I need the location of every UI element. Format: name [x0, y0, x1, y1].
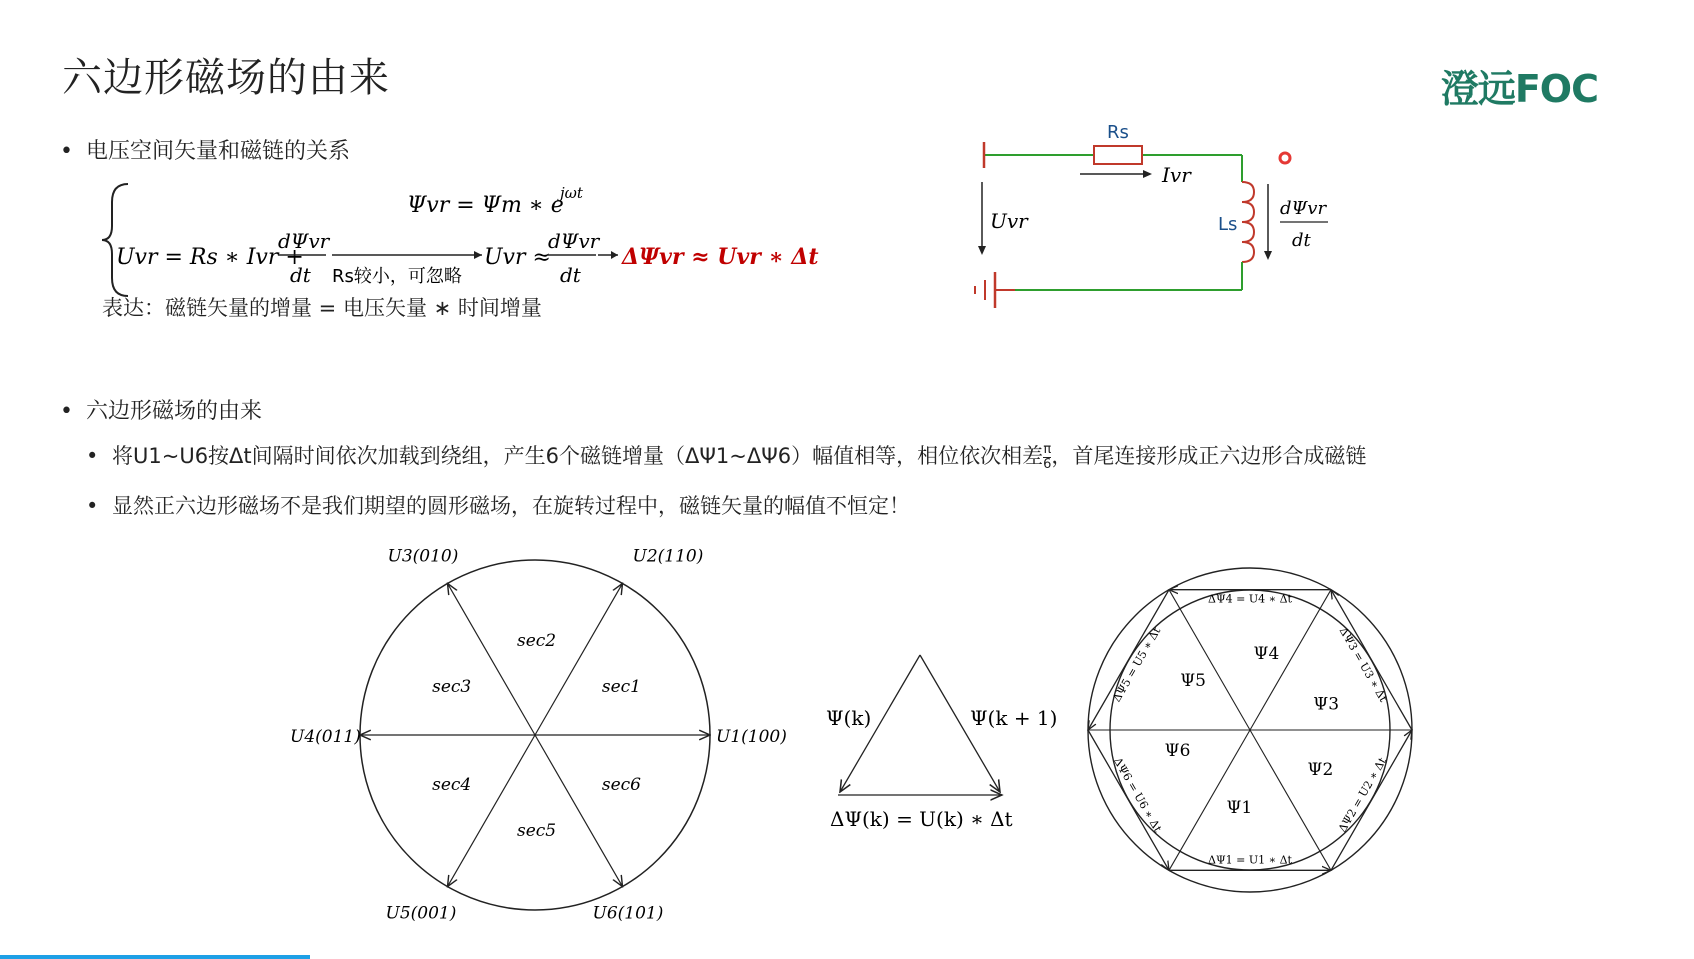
vector-arrow-6 [535, 735, 623, 887]
hexagon-diagram [1065, 545, 1435, 915]
vector-label-2: U2(110) [632, 546, 704, 567]
arrow-note: Rs较小，可忽略 [332, 266, 462, 287]
equation-block [100, 170, 920, 310]
expression-line: 表达：磁链矢量的增量 = 电压矢量 ∗ 时间增量 [102, 296, 542, 320]
delta-psi-label: ΔΨ(k) = U(k) ∗ Δt [830, 807, 1013, 831]
psi-label-4: Ψ4 [1253, 644, 1280, 665]
vector-label-4: U4(011) [290, 727, 361, 747]
psi-k-label: Ψ(k) [826, 706, 872, 730]
eq-u-approx: Uvr ≈ [484, 245, 551, 270]
bullet-point1: • 将U1~U6按Δt间隔时间依次加载到绕组，产生6个磁链增量（ΔΨ1~ΔΨ6）幅值相等，相位依次相差 $\frac{\pi}{6}$ ，首尾连接形成正六边形合成磁链 [86, 441, 1367, 472]
point1-text-a: 将U1~U6按Δt间隔时间依次加载到绕组，产生6个磁链增量（ΔΨ1~ΔΨ6）幅值相等，相位依次相差 [112, 444, 1044, 468]
hex-edge-3 [1331, 590, 1412, 730]
psi-label-2: Ψ2 [1307, 760, 1334, 780]
brand-logo: 澄远FOC [1440, 67, 1598, 111]
sector-label-1: sec1 [601, 677, 641, 697]
ls-label: Ls [1218, 214, 1238, 235]
pi-over-six: $\frac{\pi}{6}$ [1043, 441, 1052, 472]
resistor-rs [1094, 146, 1142, 164]
eq-u-lhs: Uvr = Rs ∗ Ivr + [116, 245, 304, 270]
vector-label-3: U3(010) [387, 546, 459, 567]
rl-circuit [960, 110, 1360, 320]
hex-edge-2 [1331, 730, 1412, 870]
current-label: Ivr [1162, 163, 1191, 187]
point1-text-b: ，首尾连接形成正六边形合成磁链 [1051, 444, 1367, 468]
section2-heading: 六边形磁场的由来 [86, 399, 263, 424]
edge-label-6: ΔΨ6 = U6 ∗ Δt [1110, 755, 1165, 835]
emf-num: dΨvr [1280, 198, 1327, 219]
bullet-point2: • 显然正六边形磁场不是我们期望的圆形磁场，在旋转过程中，磁链矢量的幅值不恒定！ [86, 494, 910, 518]
psi-k1-label: Ψ(k + 1) [970, 706, 1058, 730]
edge-label-1: ΔΨ1 = U1 ∗ Δt [1208, 853, 1292, 867]
edge-label-5: ΔΨ5 = U5 ∗ Δt [1110, 625, 1164, 705]
vector-label-1: U1(100) [716, 727, 787, 747]
progress-line [0, 955, 310, 959]
sector-diagram [270, 540, 790, 930]
edge-label-4: ΔΨ4 = U4 ∗ Δt [1208, 592, 1292, 606]
triangle-diagram [820, 640, 1080, 840]
sector-label-3: sec3 [432, 677, 472, 697]
eq-flux: Ψvr = Ψm ∗ e [407, 193, 564, 218]
vector-arrow-3 [448, 583, 536, 735]
vector-label-6: U6(101) [592, 903, 664, 924]
psi-label-3: Ψ3 [1313, 694, 1340, 715]
psi-label-5: Ψ5 [1180, 670, 1206, 691]
frac2-num: dΨvr [548, 229, 600, 253]
frac1-num: dΨvr [278, 229, 330, 253]
hex-edge-6 [1088, 730, 1169, 870]
hex-edge-5 [1088, 590, 1169, 730]
eq-result: ΔΨvr ≈ Uvr ∗ Δt [622, 244, 819, 270]
bullet-hexagon-origin: • 六边形磁场的由来 [60, 399, 263, 424]
hex-spoke-2 [1250, 730, 1331, 870]
sector-label-6: sec6 [601, 775, 641, 795]
sector-label-4: sec4 [432, 775, 472, 795]
vector-arrow-2 [535, 583, 623, 735]
eq-flux-exp: jωt [560, 184, 583, 202]
vector-label-5: U5(001) [385, 903, 457, 924]
sector-label-5: sec5 [517, 821, 557, 841]
frac1-den: dt [290, 263, 311, 287]
rs-label: Rs [1107, 122, 1129, 143]
hex-spoke-5 [1169, 590, 1250, 730]
psi-label-6: Ψ6 [1164, 741, 1191, 762]
edge-label-3: ΔΨ3 = U3 ∗ Δt [1336, 625, 1390, 705]
voltage-label: Uvr [990, 209, 1028, 233]
psi-label-1: Ψ1 [1226, 797, 1253, 818]
pointer-dot [1280, 153, 1290, 163]
emf-den: dt [1292, 230, 1311, 251]
bullet-voltage-flux: • 电压空间矢量和磁链的关系 [60, 139, 351, 164]
section1-heading: 电压空间矢量和磁链的关系 [86, 139, 351, 164]
brace [102, 184, 128, 296]
point2-text: 显然正六边形磁场不是我们期望的圆形磁场，在旋转过程中，磁链矢量的幅值不恒定！ [112, 494, 910, 518]
sector-label-2: sec2 [517, 631, 557, 651]
frac2-den: dt [560, 263, 581, 287]
page-title: 六边形磁场的由来 [62, 55, 390, 101]
edge-label-2: ΔΨ2 = U2 ∗ Δt [1335, 755, 1390, 835]
inductor-ls [1242, 182, 1254, 262]
vector-arrow-5 [448, 735, 536, 887]
